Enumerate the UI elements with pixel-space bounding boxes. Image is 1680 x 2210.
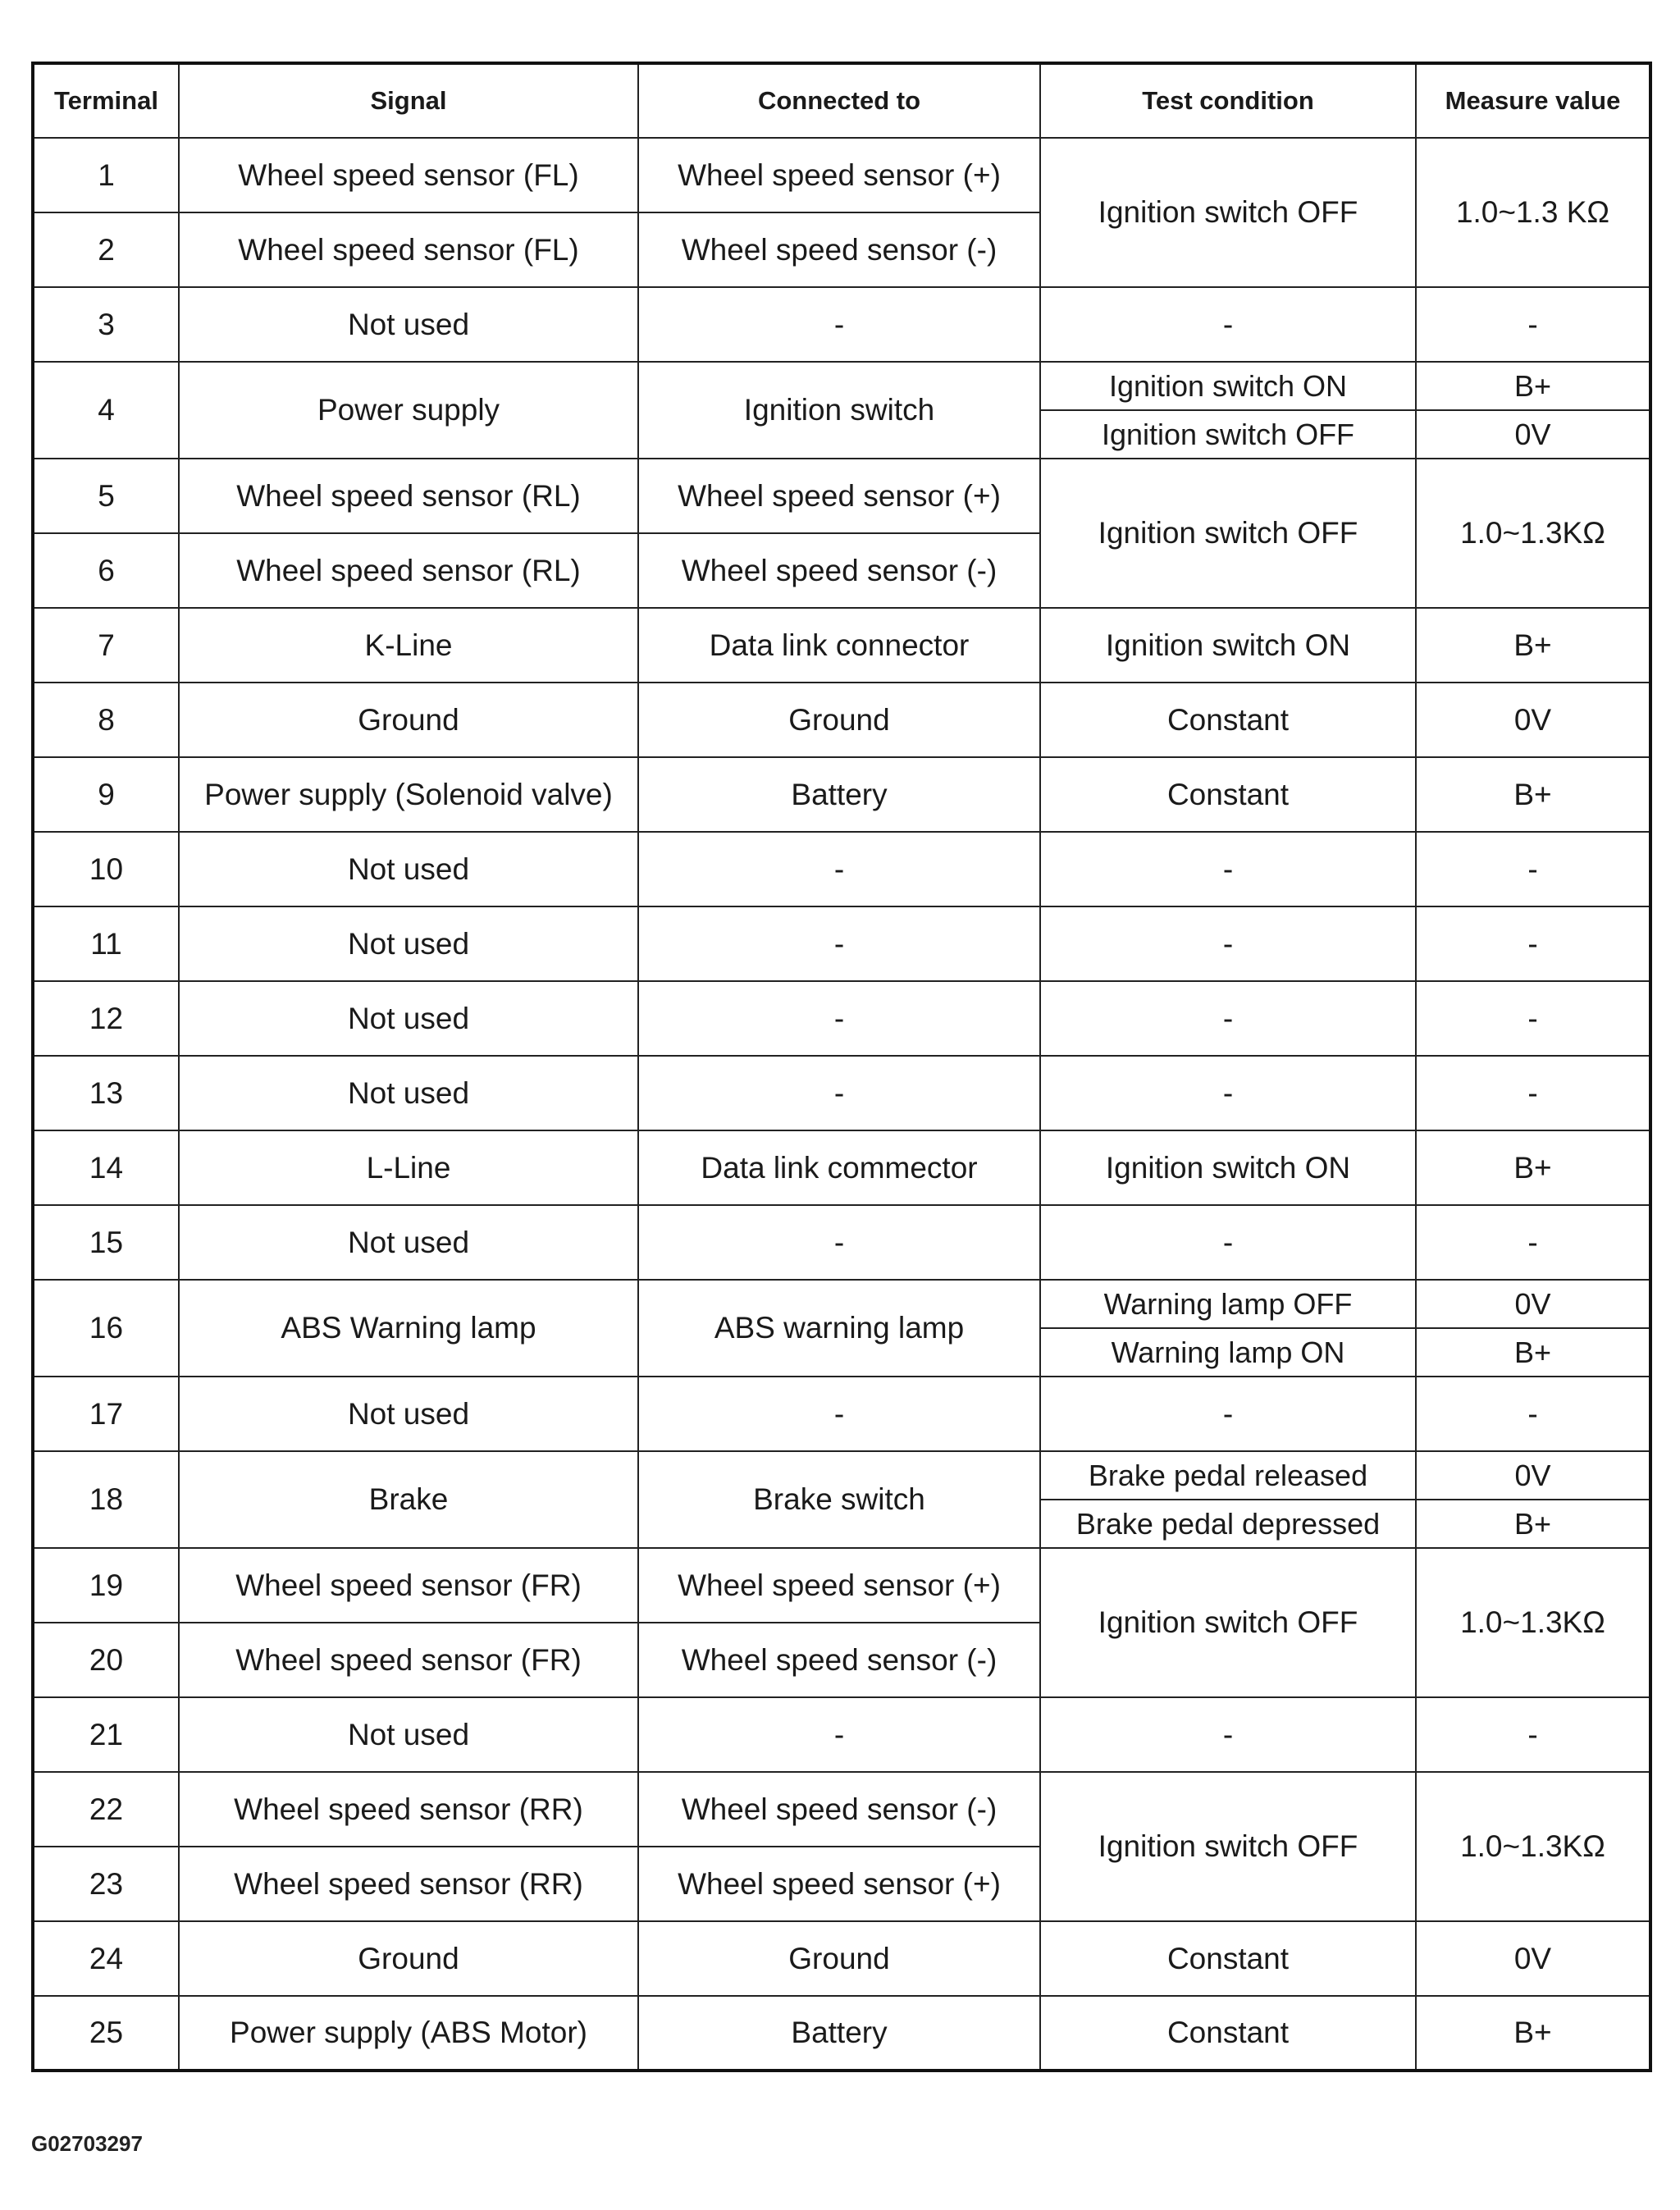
condition-cell: Constant [1040, 1921, 1416, 1996]
signal-cell: Power supply [179, 362, 638, 459]
signal-cell: Not used [179, 287, 638, 362]
signal-cell: Wheel speed sensor (RR) [179, 1772, 638, 1847]
table-row [33, 1772, 1650, 1847]
connected-cell: Wheel speed sensor (+) [638, 1548, 1040, 1623]
signal-cell: Wheel speed sensor (FR) [179, 1548, 638, 1623]
table-row [33, 1377, 1650, 1451]
terminal-cell: 11 [33, 906, 179, 981]
value-cell: 0V [1416, 410, 1650, 459]
terminal-cell: 14 [33, 1130, 179, 1205]
terminal-cell: 13 [33, 1056, 179, 1130]
terminal-cell: 2 [33, 212, 179, 287]
signal-cell: Ground [179, 1921, 638, 1996]
condition-cell: Constant [1040, 1996, 1416, 2071]
terminal-cell: 9 [33, 757, 179, 832]
condition-cell: Constant [1040, 757, 1416, 832]
signal-cell: Not used [179, 832, 638, 906]
signal-cell: K-Line [179, 608, 638, 683]
condition-cell: Ignition switch ON [1040, 608, 1416, 683]
terminal-cell: 15 [33, 1205, 179, 1280]
table-row [33, 1548, 1650, 1623]
table-row [33, 1451, 1650, 1500]
condition-cell: Ignition switch OFF [1040, 1772, 1416, 1921]
table-row [33, 1280, 1650, 1328]
signal-cell: L-Line [179, 1130, 638, 1205]
table-row [33, 832, 1650, 906]
condition-cell: Ignition switch ON [1040, 362, 1416, 410]
table-row [33, 981, 1650, 1056]
value-cell: B+ [1416, 1130, 1650, 1205]
header-row [33, 63, 1650, 138]
connected-cell: - [638, 906, 1040, 981]
terminal-cell: 8 [33, 683, 179, 757]
connected-cell: Ground [638, 683, 1040, 757]
signal-cell: ABS Warning lamp [179, 1280, 638, 1377]
terminal-cell: 17 [33, 1377, 179, 1451]
value-cell: 1.0~1.3KΩ [1416, 1548, 1650, 1697]
terminal-cell: 22 [33, 1772, 179, 1847]
value-cell: B+ [1416, 1500, 1650, 1548]
condition-cell: - [1040, 287, 1416, 362]
terminal-cell: 1 [33, 138, 179, 212]
terminal-cell: 5 [33, 459, 179, 533]
signal-cell: Not used [179, 1056, 638, 1130]
terminal-cell: 10 [33, 832, 179, 906]
connected-cell: Battery [638, 1996, 1040, 2071]
table-row [33, 1996, 1650, 2071]
condition-cell: Brake pedal depressed [1040, 1500, 1416, 1548]
figure-code: G02703297 [31, 2131, 143, 2156]
connected-cell: Wheel speed sensor (-) [638, 1772, 1040, 1847]
condition-cell: - [1040, 832, 1416, 906]
terminal-cell: 7 [33, 608, 179, 683]
pinout-table-container [31, 62, 1649, 2072]
value-cell: 0V [1416, 1921, 1650, 1996]
terminal-cell: 21 [33, 1697, 179, 1772]
connected-cell: Wheel speed sensor (+) [638, 1847, 1040, 1921]
table-row [33, 1056, 1650, 1130]
abs-terminal-table [31, 62, 1652, 2072]
terminal-cell: 24 [33, 1921, 179, 1996]
signal-cell: Not used [179, 906, 638, 981]
table-row [33, 1697, 1650, 1772]
condition-cell: - [1040, 1056, 1416, 1130]
condition-cell: Ignition switch OFF [1040, 459, 1416, 608]
condition-cell: - [1040, 1205, 1416, 1280]
connected-cell: - [638, 287, 1040, 362]
terminal-cell: 19 [33, 1548, 179, 1623]
value-cell: - [1416, 287, 1650, 362]
connected-cell: Wheel speed sensor (-) [638, 1623, 1040, 1697]
condition-cell: Ignition switch OFF [1040, 138, 1416, 287]
value-cell: - [1416, 832, 1650, 906]
value-cell: 0V [1416, 683, 1650, 757]
connected-cell: Data link connector [638, 608, 1040, 683]
table-row [33, 1921, 1650, 1996]
value-cell: B+ [1416, 608, 1650, 683]
signal-cell: Wheel speed sensor (RL) [179, 459, 638, 533]
condition-cell: Ignition switch ON [1040, 1130, 1416, 1205]
condition-cell: - [1040, 1697, 1416, 1772]
condition-cell: - [1040, 1377, 1416, 1451]
terminal-cell: 20 [33, 1623, 179, 1697]
table-row [33, 1205, 1650, 1280]
table-row [33, 138, 1650, 212]
table-row [33, 608, 1650, 683]
connected-cell: Wheel speed sensor (-) [638, 212, 1040, 287]
value-cell: B+ [1416, 362, 1650, 410]
table-row [33, 1130, 1650, 1205]
value-cell: - [1416, 1205, 1650, 1280]
value-cell: 0V [1416, 1451, 1650, 1500]
value-cell: 1.0~1.3KΩ [1416, 459, 1650, 608]
value-cell: B+ [1416, 1996, 1650, 2071]
table-row [33, 757, 1650, 832]
connected-cell: Brake switch [638, 1451, 1040, 1548]
signal-cell: Wheel speed sensor (FL) [179, 138, 638, 212]
connected-cell: - [638, 1377, 1040, 1451]
terminal-cell: 3 [33, 287, 179, 362]
signal-cell: Power supply (ABS Motor) [179, 1996, 638, 2071]
signal-cell: Not used [179, 1205, 638, 1280]
value-cell: 1.0~1.3 KΩ [1416, 138, 1650, 287]
value-cell: - [1416, 1697, 1650, 1772]
terminal-cell: 23 [33, 1847, 179, 1921]
header-signal: Signal [179, 63, 638, 138]
header-measure-value: Measure value [1416, 63, 1650, 138]
value-cell: B+ [1416, 1328, 1650, 1377]
condition-cell: Warning lamp OFF [1040, 1280, 1416, 1328]
value-cell: - [1416, 1056, 1650, 1130]
connected-cell: ABS warning lamp [638, 1280, 1040, 1377]
condition-cell: - [1040, 906, 1416, 981]
signal-cell: Wheel speed sensor (FL) [179, 212, 638, 287]
connected-cell: - [638, 832, 1040, 906]
signal-cell: Not used [179, 981, 638, 1056]
connected-cell: - [638, 981, 1040, 1056]
connected-cell: - [638, 1697, 1040, 1772]
signal-cell: Not used [179, 1377, 638, 1451]
value-cell: B+ [1416, 757, 1650, 832]
terminal-cell: 6 [33, 533, 179, 608]
signal-cell: Ground [179, 683, 638, 757]
signal-cell: Wheel speed sensor (RR) [179, 1847, 638, 1921]
terminal-cell: 25 [33, 1996, 179, 2071]
terminal-cell: 18 [33, 1451, 179, 1548]
connected-cell: - [638, 1205, 1040, 1280]
header-test-condition: Test condition [1040, 63, 1416, 138]
table-row [33, 906, 1650, 981]
value-cell: - [1416, 1377, 1650, 1451]
table-row [33, 287, 1650, 362]
header-connected-to: Connected to [638, 63, 1040, 138]
connected-cell: Data link commector [638, 1130, 1040, 1205]
value-cell: 0V [1416, 1280, 1650, 1328]
connected-cell: Wheel speed sensor (+) [638, 138, 1040, 212]
value-cell: - [1416, 906, 1650, 981]
condition-cell: Constant [1040, 683, 1416, 757]
connected-cell: Battery [638, 757, 1040, 832]
condition-cell: Ignition switch OFF [1040, 1548, 1416, 1697]
connected-cell: Wheel speed sensor (-) [638, 533, 1040, 608]
signal-cell: Brake [179, 1451, 638, 1548]
table-row [33, 459, 1650, 533]
signal-cell: Wheel speed sensor (RL) [179, 533, 638, 608]
table-row [33, 683, 1650, 757]
signal-cell: Wheel speed sensor (FR) [179, 1623, 638, 1697]
terminal-cell: 12 [33, 981, 179, 1056]
condition-cell: Warning lamp ON [1040, 1328, 1416, 1377]
connected-cell: Ignition switch [638, 362, 1040, 459]
signal-cell: Power supply (Solenoid valve) [179, 757, 638, 832]
condition-cell: - [1040, 981, 1416, 1056]
connected-cell: Wheel speed sensor (+) [638, 459, 1040, 533]
connected-cell: - [638, 1056, 1040, 1130]
table-row [33, 362, 1650, 410]
header-terminal: Terminal [33, 63, 179, 138]
value-cell: - [1416, 981, 1650, 1056]
terminal-cell: 4 [33, 362, 179, 459]
condition-cell: Ignition switch OFF [1040, 410, 1416, 459]
signal-cell: Not used [179, 1697, 638, 1772]
connected-cell: Ground [638, 1921, 1040, 1996]
condition-cell: Brake pedal released [1040, 1451, 1416, 1500]
value-cell: 1.0~1.3KΩ [1416, 1772, 1650, 1921]
terminal-cell: 16 [33, 1280, 179, 1377]
